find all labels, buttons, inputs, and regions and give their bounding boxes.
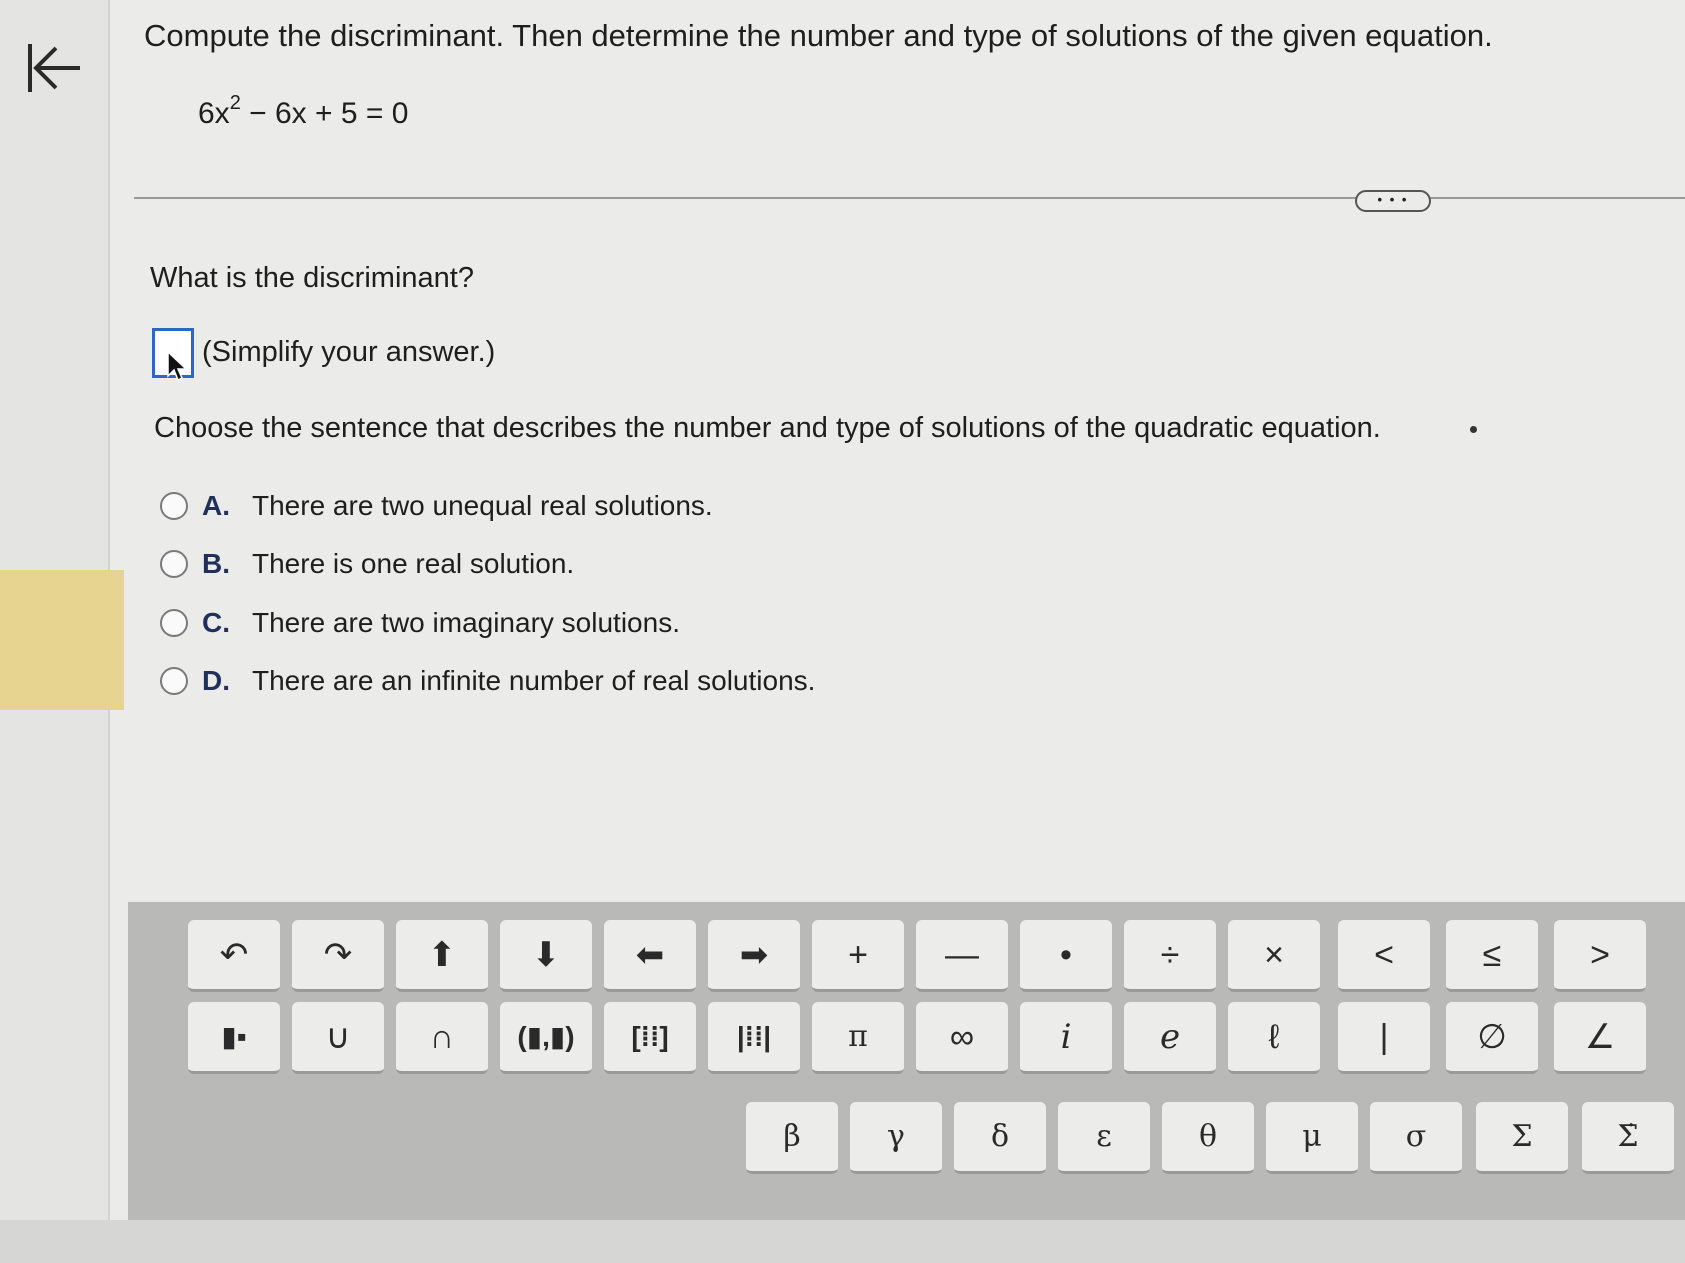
gamma-key[interactable]: γ [850, 1102, 942, 1174]
determinant-key[interactable]: |⁞⁞| [708, 1002, 800, 1074]
collapse-back-icon[interactable] [22, 36, 86, 100]
choice-c-letter: C. [202, 607, 230, 638]
beta-key[interactable]: β [746, 1102, 838, 1174]
left-arrow-key[interactable]: ⬅ [604, 920, 696, 992]
ordered-pair-key[interactable]: (▮,▮) [500, 1002, 592, 1074]
epsilon-key[interactable]: ε [1058, 1102, 1150, 1174]
plus-key[interactable]: + [812, 920, 904, 992]
undo-key[interactable]: ↶ [188, 920, 280, 992]
greater-than-key[interactable]: > [1554, 920, 1646, 992]
imaginary-i-key[interactable]: i [1020, 1002, 1112, 1074]
equation [198, 92, 408, 131]
theta-key[interactable]: θ [1162, 1102, 1254, 1174]
down-arrow-key[interactable]: ⬇ [500, 920, 592, 992]
choice-d-letter: D. [202, 665, 230, 696]
simplify-hint: (Simplify your answer.) [202, 336, 496, 368]
stray-dot [1470, 426, 1477, 433]
mouse-cursor-icon [166, 350, 190, 382]
capital-sigma-key[interactable]: Σ [1476, 1102, 1568, 1174]
radio-d[interactable] [160, 667, 188, 695]
discriminant-question: What is the discriminant? [150, 262, 474, 294]
equation-right: − 6x + 5 = 0 [240, 97, 409, 130]
up-arrow-key[interactable]: ⬆ [396, 920, 488, 992]
empty-set-key[interactable]: ∅ [1446, 1002, 1538, 1074]
choice-d-text: There are an infinite number of real solutions. [252, 665, 816, 696]
more-options-button[interactable]: • • • [1355, 190, 1431, 212]
equation-left: 6x [198, 97, 230, 130]
choice-a-text: There are two unequal real solutions. [252, 490, 713, 521]
vertical-bar-key[interactable]: | [1338, 1002, 1430, 1074]
choice-question: Choose the sentence that describes the number and type of solutions of the quadratic equation. [154, 412, 1381, 444]
delta-key[interactable]: δ [954, 1102, 1046, 1174]
question-prompt: Compute the discriminant. Then determine the number and type of solutions of the given equation. [144, 18, 1493, 53]
subscript-key[interactable]: ▮▪ [188, 1002, 280, 1074]
union-key[interactable]: ∪ [292, 1002, 384, 1074]
choice-c-text: There are two imaginary solutions. [252, 607, 680, 638]
sigma-key[interactable]: σ [1370, 1102, 1462, 1174]
less-equal-key[interactable]: ≤ [1446, 920, 1538, 992]
redo-key[interactable]: ↷ [292, 920, 384, 992]
dot-key[interactable]: • [1020, 920, 1112, 992]
less-than-key[interactable]: < [1338, 920, 1430, 992]
radio-a[interactable] [160, 492, 188, 520]
minus-key[interactable]: — [916, 920, 1008, 992]
times-key[interactable]: × [1228, 920, 1320, 992]
section-divider [134, 197, 1685, 199]
divide-key[interactable]: ÷ [1124, 920, 1216, 992]
radio-c[interactable] [160, 609, 188, 637]
choice-a-letter: A. [202, 490, 230, 521]
mu-key[interactable]: μ [1266, 1102, 1358, 1174]
matrix-key[interactable]: [⁞⁞] [604, 1002, 696, 1074]
bottom-strip [0, 1220, 1685, 1263]
radio-b[interactable] [160, 550, 188, 578]
script-l-key[interactable]: ℓ [1228, 1002, 1320, 1074]
angle-key[interactable]: ∠ [1554, 1002, 1646, 1074]
math-palette [128, 902, 1685, 1220]
choice-b-text: There is one real solution. [252, 548, 575, 579]
summation-key[interactable]: Σ̇ [1582, 1102, 1674, 1174]
intersection-key[interactable]: ∩ [396, 1002, 488, 1074]
choice-b-letter: B. [202, 548, 230, 579]
equation-exponent: 2 [229, 92, 241, 114]
pi-key[interactable]: π [812, 1002, 904, 1074]
euler-e-key[interactable]: e [1124, 1002, 1216, 1074]
sidebar-highlight [0, 570, 124, 710]
right-arrow-key[interactable]: ➡ [708, 920, 800, 992]
infinity-key[interactable]: ∞ [916, 1002, 1008, 1074]
